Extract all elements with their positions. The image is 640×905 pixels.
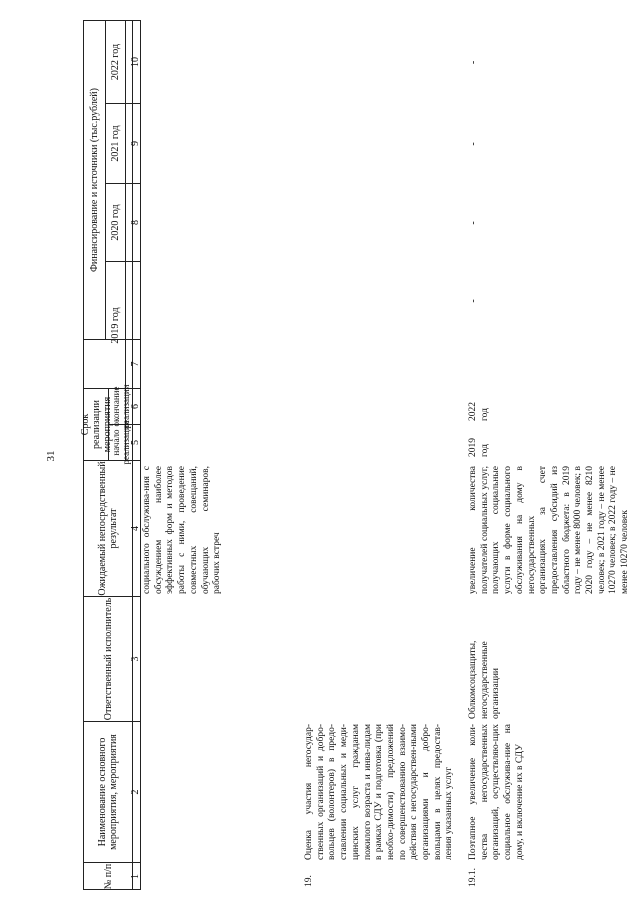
row-19-1-number: 19.1. [468,868,478,887]
row-19-1-start: 2019 год [468,438,490,457]
col-number-1: 1 [130,874,141,879]
rotated-page [80,20,640,890]
row-19-1-fin-2019: - [468,299,479,303]
header-2020: 2020 год [110,204,121,241]
row-19-1-executor: Облкомсоцзащиты, негосударственные организации [468,640,502,719]
col-number-8: 8 [130,220,141,225]
col-number-6: 6 [130,404,141,409]
header-2019: 2019 год [110,307,121,344]
row-19-1-fin-2021: - [468,142,479,146]
header-end: окончание реализации [110,384,131,429]
header-no: № п/п [102,863,114,890]
header-2022: 2022 год [110,43,121,81]
row-19-name: Оценка участия негосудар-ственных организаций и добро-вольцев (волонтеров) в предо-ставлении социальных и меди-цинских услуг гражданам пожилого возраста и инва-лидам в рамках СДУ и подготовка (при необхо-димости) предложений по совершенствованию взаимо-действия с негосударствен-ными организациями и добро-вольцами в целях предостав-ления указанных услуг [304,724,455,860]
header-2021: 2021 год [110,125,121,162]
program-table [80,20,640,890]
col-number-3: 3 [130,656,141,662]
col-number-5: 5 [130,440,141,445]
row-19-1-end: 2022 год [468,402,490,421]
row-19-1-result: увеличение количества получателей социальных услуг, получающих социальные услуги в форме социального обслуживания на дому в негосударственных организациях за счет предоставления субсидий из областного бюджета: в 2019 году – не менее 8000 человек; в 2020 году – не менее 8210 человек; в 2021 году – не менее 10270 человек; в 2022 году – не менее 10270 человек [468,466,631,594]
col-number-10: 10 [130,57,141,67]
header-start: начало реализации [110,420,131,465]
col-number-7: 7 [130,361,141,367]
header-financing: Финансирование и источники (тыс.рублей) [89,88,100,272]
row-19-1-fin-2020: - [468,221,479,225]
col-number-2: 2 [130,789,141,795]
row-19-1-fin-2022: - [468,60,479,65]
header-term: Срок реализации мероприятия [79,396,113,453]
header-result: Ожидаемый непосредственный результат [97,461,119,596]
continued-result-text: социального обслужива-ния с обсуждением наиболее эффективных форм и методов работы с ними, проведение совместных совещаний, обучающих семинаров, рабочих встреч [142,466,223,594]
header-executor: Ответственный исполнитель [102,597,114,721]
col-number-9: 9 [130,141,141,146]
row-19-1-name: Поэтапное увеличение коли-чества негосударственных организаций, осуществляю-щих социальное обслужива-ние на дому, и включение их в СДУ [468,724,525,860]
header-name: Наименование основного мероприятия, мероприятия [97,734,119,850]
page-number: 31 [45,450,57,462]
row-19-number: 19. [304,875,314,887]
col-number-4: 4 [130,526,141,531]
